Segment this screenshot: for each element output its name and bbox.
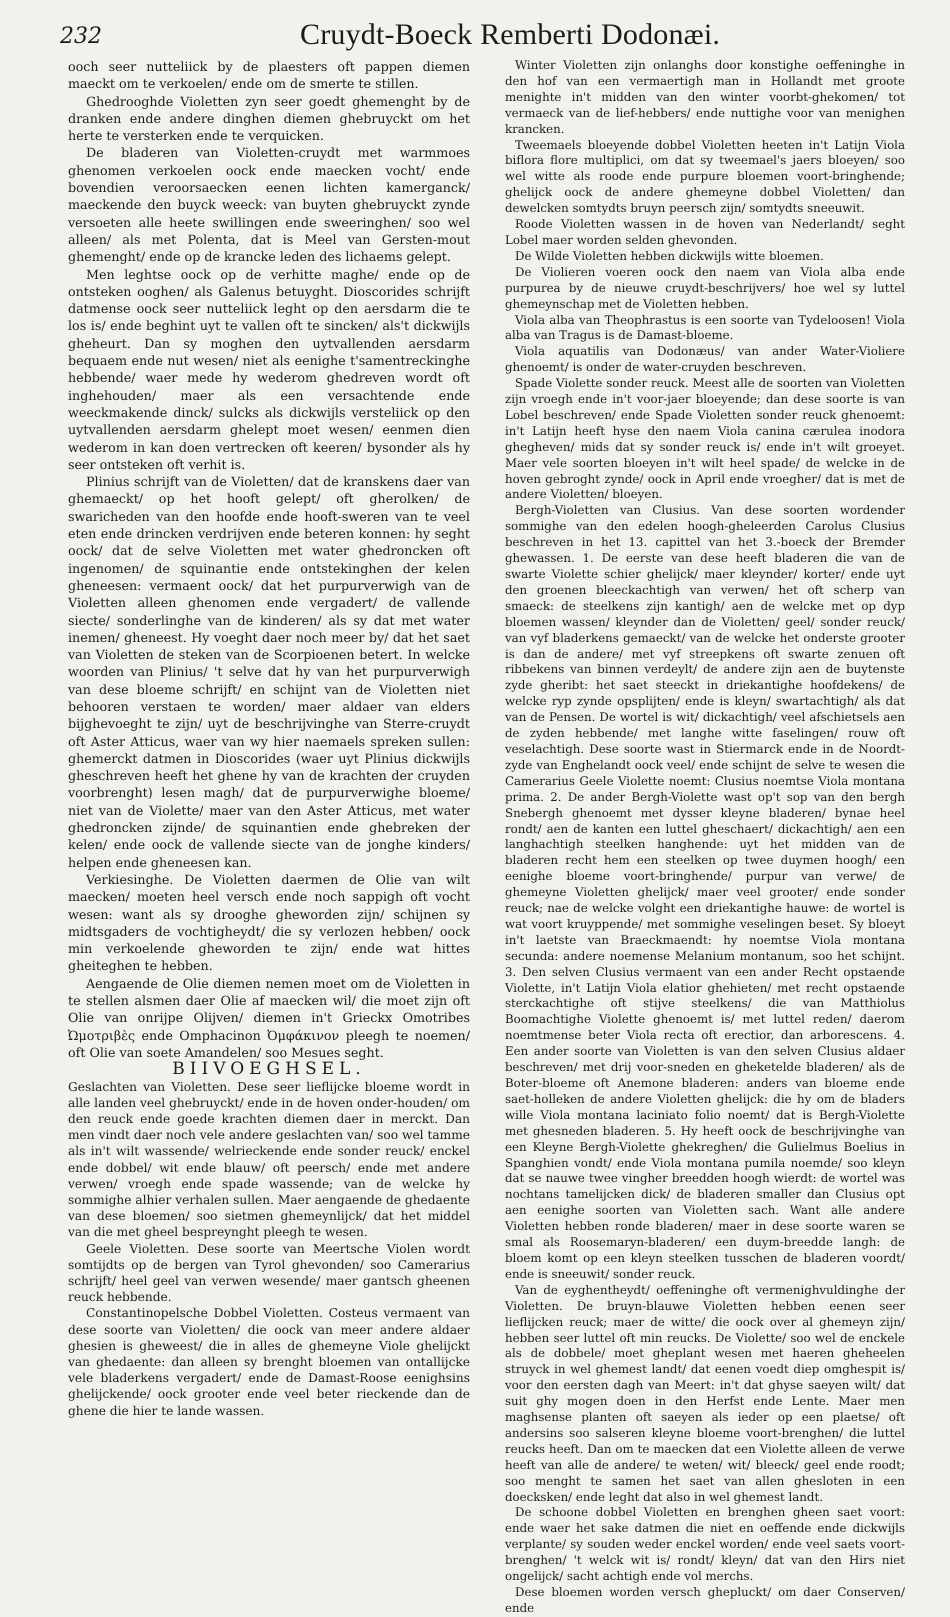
paragraph: De Violieren voeren oock den naem van Viola alba ende purpurea by de nieuwe cruydt-beschrijvers/ hoe wel sy luttel ghemeynschap met de Violetten hebben. bbox=[505, 264, 905, 311]
paragraph: Bergh-Violetten van Clusius. Van dese soorten wordender sommighe van den edelen hoogh-gheleerden Carolus Clusius beschreven in het 13. capittel van het 3.-boeck der Bremder ghewassen. 1. De eerste van dese heeft bladeren die van de swarte Violette schier ghelijck/ maer kleynder/ korter/ ende uyt den groenen bleeckachtigh van verwen/ het oft scherp van smaeck: de steelkens zijn kantigh/ aen de welcke met op dyp bloemen wassen/ kleynder dan de Violetten/ geel/ sonder reuck/ van vyf bladerkens gemaeckt/ van de welcke het onderste grooter is dan de andere/ met vyf streepkens oft swarte zenuen oft ribbekens van binnen verdeylt/ de andere zijn aen de buytenste zyde gheribt: het saet steeckt in driekantighe hoofdekens/ de welcke ryp zynde opsplijten/ ende is kleyn/ swartachtigh/ als dat van de Pensen. De wortel is wit/ dickachtigh/ veel afschietsels aen de zyden hebbende/ met langhe witte faselingen/ rouw oft veselachtigh. Dese soorte wast in Stiermarck ende in de Noordt-zyde van Enghelandt oock veel/ ende schijnt de selve te wesen die Camerarius Geele Violette noemt: Clusius noemtse Viola montana prima. 2. De ander Bergh-Violette wast op't sop van den bergh Snebergh ghenoemt met dysser kleyne bladeren/ bynae heel rondt/ aen de kanten een luttel gheschaert/ dickachtigh/ aen een langhachtigh steelken hanghende: uyt het midden van de bladeren recht hem een steelken op twee duymen hoogh/ een eenighe bloeme voort-bringhende/ purpur van verwe/ de ghemeyne Violetten ghelijck/ maer veel grooter/ ende sonder reuck; nae de welcke volght een driekantighe hauwe: de wortel is wat voort kruyppende/ met sommighe veselingen beset. Sy bloeyt in't laetste van Braeckmaendt: hy noemtse Viola montana secunda: andere noemense Melanium montanum, soo het schijnt. 3. Den selven Clusius vermaent van een ander Recht opstaende Violette, in't Latijn Viola elatior ghehieten/ met recht opstaende sterckachtighe oft stijve steelkens/ die van Matthiolus Boomachtighe Violette ghenoemt is/ met luttel reden/ daerom noemtmense beter Viola recta oft erectior, dan arborescens. 4. Een ander soorte van Violetten is van den selven Clusius aldaer beschreven/ met drij voor-sneden en gheketelde bladeren/ als de Boter-bloeme oft Anemone bladeren: anders van bloeme ende saet-holleken de andere Violetten ghelijck: die hy om de bladers wille Viola montana laciniato folio noemt/ dat is Bergh-Violette met ghesneden bladeren. 5. Hy heeft oock de beschrijvinghe van een Kleyne Bergh-Violette ghekreghen/ die Gulielmus Boelius in Spanghien vondt/ ende Viola montana pumila noemde/ soo kleyn dat se nauwe twee vingher breedden hoogh wierdt: de wortel was nochtans tamelijcken dick/ de bladeren smaller dan Clusius opt aen eenighe soorten van Violetten sach. Want alle andere Violetten hebben ronde bladeren/ maer in dese soorte waren se smal als Roosemaryn-bladeren/ een duym-breedde langh: de bloem komt op een kleyn steelken tusschen de bladeren voordt/ ende is sneeuwit/ sonder reuck. bbox=[505, 503, 905, 1281]
supplement-paragraph: Geslachten van Violetten. Dese seer lieflijcke bloeme wordt in alle landen veel ghebruyckt/ ende in de hoven onder-houden/ om den reuck ende goede krachten diemen daer in merckt. Dan men vindt daer noch vele andere geslachten van/ soo wel tamme als in't wilt wassende/ welrieckende ende sonder reuck/ enckel ende dobbel/ wit ende blauw/ oft peersch/ ende met andere verwen/ vroegh ende spade wassende; van de welcke hy sommighe alhier verhalen sullen. Maer aengaende de ghedaente van dese bloemen/ soo sietmen ghemeynlijck/ dat het middel van die met gheel bespreynght pleegh te wesen. bbox=[68, 1079, 470, 1240]
left-column bbox=[68, 58, 470, 1419]
paragraph: Ghedrooghde Violetten zyn seer goedt ghemenght by de dranken ende andere dinghen diemen ghebruyckt om het herte te versterken ende te verquicken. bbox=[68, 93, 470, 144]
paragraph: Viola alba van Theophrastus is een soorte van Tydeloosen! Viola alba van Tragus is de Damast-bloeme. bbox=[505, 312, 905, 343]
paragraph: Winter Violetten zijn onlanghs door konstighe oeffeninghe in den hof van een vermaertigh man in Hollandt met groote menighte in't midden van den winter voorbt-ghekomen/ tot vermaeck van de lief-hebbers/ ende nuttighe voor van menighen krancken. bbox=[505, 58, 905, 136]
paragraph: Roode Violetten wassen in de hoven van Nederlandt/ seght Lobel maer worden selden ghevonden. bbox=[505, 217, 905, 247]
right-column bbox=[505, 58, 905, 1617]
paragraph: Viola aquatilis van Dodonæus/ van ander Water-Violiere ghenoemt/ is onder de water-cruyden beschreven. bbox=[505, 344, 905, 375]
paragraph: ooch seer nutteliick by de plaesters oft pappen diemen maeckt om te verkoelen/ ende om de smerte te stillen. bbox=[68, 59, 470, 92]
running-title: Cruydt-Boeck Remberti Dodonæi. bbox=[300, 18, 721, 51]
paragraph: Men leghtse oock op de verhitte maghe/ ende op de ontsteken ooghen/ als Galenus betuyght. Dioscorides schrijft datmense oock seer nutteliick leght op den aersdarm die te los is/ ende beghint uyt te vallen oft te sincken/ als't dickwijls gheheurt. Dan sy moghen den uytvallenden aersdarm bequaem ende nut wesen/ niet als eenighe t'samentreckinghe hebbende/ waer mede hy wederom ghedreven wordt oft inghehouden/ maer als een versachtende ende weeckmakende dinck/ sulcks als dickwijls versteliick op den uytvallenden aersdarm ghelept moet wesen/ eenmen dien wederom in kan doen vertrecken oft keeren/ bysonder als hy seer ontsteken oft verhit is. bbox=[68, 266, 470, 472]
paragraph: Spade Violette sonder reuck. Meest alle de soorten van Violetten zijn vroegh ende in't voor-jaer bloeyende; dan dese soorte is van Lobel beschreven/ ende Spade Violetten sonder reuck ghenoemt: in't Latijn heeft hyse den naem Viola canina cærulea inodora ghegheven/ mids dat sy sonder reuck is/ ende in't wilt groeyet. Maer vele soorten bloeyen in't wilt heel spade/ de welcke in de hoven gebroght zynde/ oock in April ende vroegher/ dat is met de andere Violetten/ bloeyen. bbox=[505, 376, 905, 502]
paragraph: Dese bloemen worden versch ghepluckt/ om daer Conserven/ ende bbox=[505, 1585, 905, 1615]
supplement-paragraph: Geele Violetten. Dese soorte van Meertsche Violen wordt somtijdts op de bergen van Tyrol ghevonden/ soo Camerarius schrijft/ heel geel van verwen wesende/ maer gantsch gheenen reuck hebbende. bbox=[68, 1241, 470, 1305]
paragraph: De schoone dobbel Violetten en brenghen gheen saet voort: ende waer het sake datmen die niet en oeffende ende dickwijls verplante/ sy souden weder enckel worden/ ende veel saets voort-brenghen/ 't welck wit is/ rondt/ kleyn/ dat van den Hirs niet ongelijck/ sacht achtigh ende vol merchs. bbox=[505, 1505, 905, 1584]
paragraph: Verkiesinghe. De Violetten daermen de Olie van wilt maecken/ moeten heel versch ende noch sappigh oft vocht wesen: want als sy drooghe gheworden zijn/ schijnen sy midtsgaders de vochtigheydt/ die sy verlozen hebben/ oock min verkoelende gheworden te zijn/ ende wat hittes gheiteghen te hebben. bbox=[68, 871, 470, 974]
supplement-paragraph: Constantinopelsche Dobbel Violetten. Costeus vermaent van dese soorte van Violetten/ die oock van meer andere aldaer ghesien is gheweest/ die in alles de ghemeyne Viole ghelijckt van ghedaente: dan alleen sy brenght bloemen van ontallijcke vele bladerkens vergadert/ ende de Damast-Roose eenighsins ghelijckende/ oock grooter ende veel beter rieckende dan de ghene die hier te lande wassen. bbox=[68, 1306, 470, 1418]
paragraph: Van de eyghentheydt/ oeffeninghe oft vermenighvuldinghe der Violetten. De bruyn-blauwe Violetten hebben eenen seer lieflijcken reuck; maer de witte/ die oock over al ghemeyn zijn/ hebben seer luttel oft min reucks. De Violette/ soo wel de enckele als de dobbele/ moet gheplant wesen met haeren gheheelen struyck in wel ghemest landt/ dat eenen voedt diep omghespit is/ voor den eersten dagh van Meert: in't dat ghyse saeyen wilt/ dat suit ghy mogen doen in den Herfst ende Lente. Maer men maghsense planten oft saeyen als ieder op een plaetse/ oft andersins soo salseren kleyne bloeme voort-brenghen/ die luttel reucks heeft. Dan om te maecken dat een Violette alleen de verwe heeft van alle de andere/ te weten/ wit/ bleeck/ geel ende roodt; soo menght te samen het saet van allen ghesloten in een doecksken/ ende leght dat also in wel ghemest landt. bbox=[505, 1282, 905, 1504]
page-header bbox=[60, 18, 920, 58]
paragraph: De Wilde Violetten hebben dickwijls witte bloemen. bbox=[515, 248, 824, 263]
paragraph: Tweemaels bloeyende dobbel Violetten heeten in't Latijn Viola biflora flore multiplici, om dat sy tweemael's jaers bloeyen/ soo wel witte als roode ende purpure bloemen voort-bringhende; ghelijck oock de andere ghemeyne dobbel Violetten/ dan dewelcken somtydts bruyn peersch zijn/ somtydts sneeuwit. bbox=[505, 137, 905, 216]
section-title: BIIVOEGHSEL. bbox=[172, 1059, 366, 1080]
paragraph: Aengaende de Olie diemen nemen moet om de Violetten in te stellen alsmen daer Olie af maecken wil/ die moet zijn oft Olie van onrijpe Olijven/ diemen in't Grieckx Omotribes Ὠμοτριβὲς ende Omphacinon Ὀμφάκινον pleegh te noemen/ oft Olie van soete Amandelen/ soo Mesues seght. bbox=[68, 975, 470, 1060]
paragraph: Plinius schrijft van de Violetten/ dat de kranskens daer van ghemaeckt/ op het hooft gelept/ oft gherolken/ de swaricheden van den hoofde ende hooft-sweren van te veel eten ende drincken verdrijven ende beteren konnen: hy seght oock/ dat de selve Violetten met water ghedroncken oft ingenomen/ de squinantie ende ontstekinghen der kelen gheneesen: vermaent oock/ dat het purpurverwigh van de Violetten alleen ghenomen ende vergadert/ de vallende siecte/ sonderlinghe van de kinderen/ als sy dat met water inemen/ gheneest. Hy voeght daer noch meer by/ dat het saet van Violetten de steken van de Scorpioenen betert. In welcke woorden van Plinius/ 't selve dat hy van het purpurverwigh van dese bloeme schrijft/ en schijnt van de Violetten niet behooren verstaen te worden/ maer aldaer van elders bijghevoeght te zijn/ uyt de beschrijvinghe van Sterre-cruydt oft Aster Atticus, waer van wy hier naemaels spreken sullen: ghemerckt datmen in Dioscorides (waer uyt Plinius dickwijls gheschreven heeft het ghene hy van de krachten der cruyden voorbrenght) lesen magh/ dat de purpurverwighe bloeme/ niet van de Violette/ maer van den Aster Atticus, met water ghedroncken zijnde/ de squinantien ende ghebreken der kelen/ ende oock de vallende siecte van de jonghe kinders/ helpen ende gheneesen kan. bbox=[68, 474, 470, 870]
page-number: 232 bbox=[60, 24, 102, 49]
paragraph: De bladeren van Violetten-cruydt met warmmoes ghenomen verkoelen oock ende maecken vocht/ ende bovendien veroorsaecken eenen lichten kamerganck/ maeckende den buyck weeck: van buyten ghebruyckt zynde versoeten alle heete swillingen ende sweeringhen/ soo wel alleen/ als met Polenta, dat is Meel van Gersten-mout ghemenght/ ende op de krancke leden des lichaems gelept. bbox=[68, 145, 470, 265]
